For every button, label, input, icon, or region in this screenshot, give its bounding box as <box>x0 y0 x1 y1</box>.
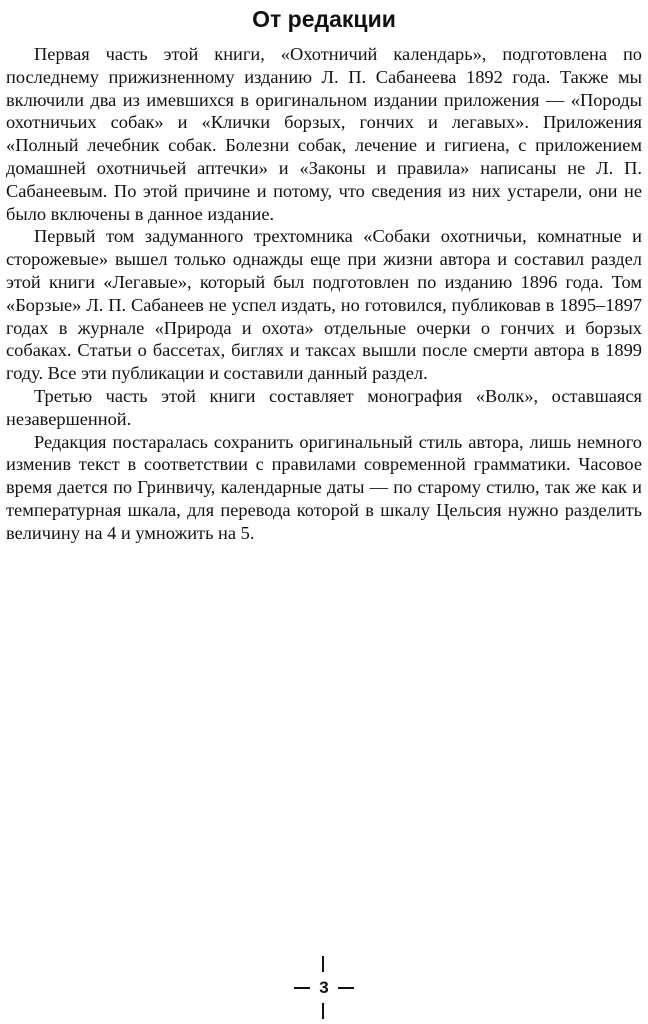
paragraph: Первый том задуманного трехтомника «Собаки охотничьи, комнатные и сторожевые» вышел только однажды еще при жизни автора и составил раздел этой книги «Легавые», который был подготовлен по изданию 1896 года. Том «Борзые» Л. П. Сабанеев не успел издать, но готовился, публиковав в 1895–1897 годах в журнале «Природа и охота» отдельные очерки о гончих и борзых собаках. Статьи о бассетах, биглях и таксах вышли после смерти автора в 1899 году. Все эти публикации и составили данный раздел. <box>6 226 642 384</box>
paragraph: Первая часть этой книги, «Охотничий календарь», подготовлена по последнему прижизненному изданию Л. П. Сабанеева 1892 года. Также мы включили два из имевшихся в оригинальном издании приложения — «Породы охотничьих собак» и «Клички борзых, гончих и легавых». Приложения «Полный лечебник собак. Болезни собак, лечение и гигиена, с приложением домашней охотничьей аптечки» и «Законы и правила» написаны не Л. П. Сабанеевым. По этой причине и потому, что сведения из них устарели, они не было включены в данное издание. <box>6 44 642 224</box>
paragraph: Редакция постаралась сохранить оригинальный стиль автора, лишь немного изменив текст в соответствии с правилами современной грамматики. Часовое время дается по Гринвичу, календарные даты — по старому стилю, так же как и температурная шкала, для перевода которой в шкалу Цельсия нужно разделить величину на 4 и умножить на 5. <box>6 431 642 543</box>
page-title: От редакции <box>252 6 396 32</box>
folio-dash-right <box>338 987 354 989</box>
page-folio <box>274 956 374 1020</box>
editorial-note-body <box>6 43 642 545</box>
paragraph: Третью часть этой книги составляет монография «Волк», оставшаяся незавершенной. <box>6 385 642 429</box>
page-number: 3 <box>319 978 329 997</box>
folio-rule-top <box>322 956 324 972</box>
folio-rule-bottom <box>322 1003 324 1019</box>
